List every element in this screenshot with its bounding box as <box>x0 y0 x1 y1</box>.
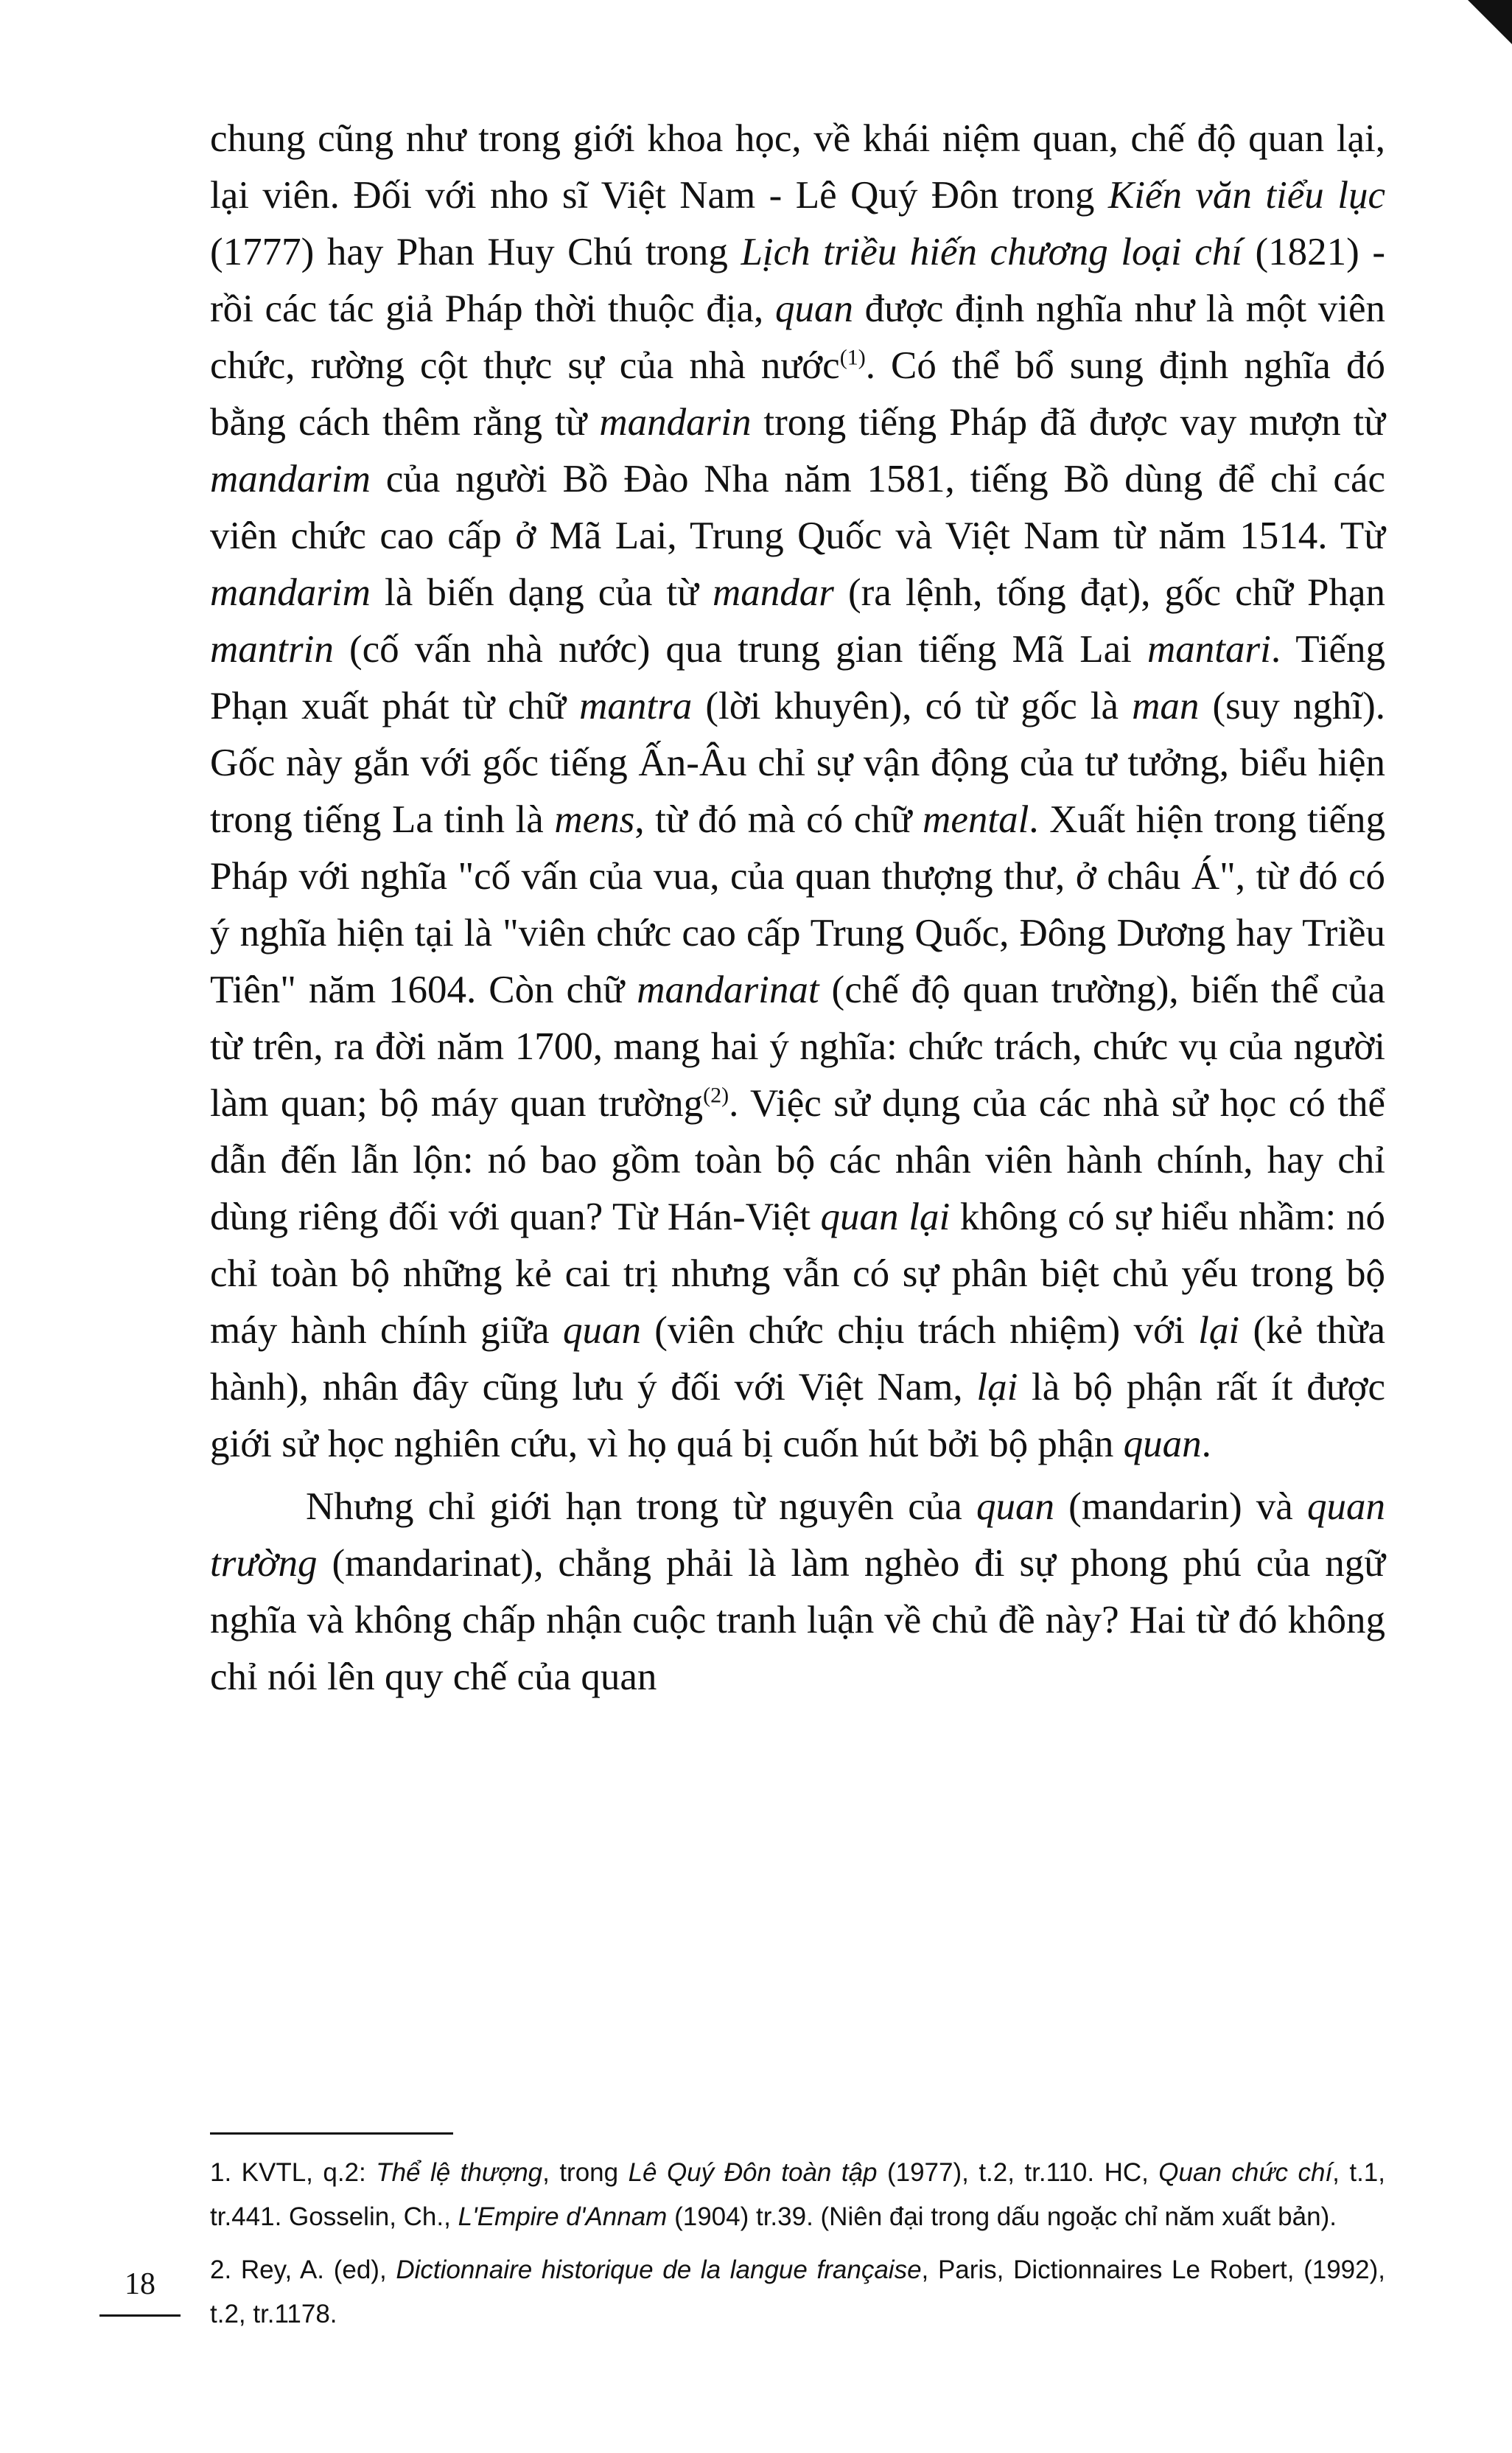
text-run: (mandarinat), chẳng phải là làm nghèo đi sự phong phú của ngữ nghĩa và không chấp nhận cuộc tranh luận về chủ đề này? Hai từ đó không chỉ nói lên quy chế của quan <box>210 1542 1385 1698</box>
text-run: . Xuất hiện trong tiếng Pháp với nghĩa "cố vấn của vua, của quan thượng thư, ở châu Á", từ đó có ý nghĩa hiện tại là "viên chức cao cấp Trung Quốc, Đông Dương hay Triều Tiên" năm 1604. Còn chữ <box>210 798 1386 1011</box>
text-run: là bộ phận rất ít được giới sử học nghiên cứu, vì họ quá bị cuốn hút bởi bộ phận <box>210 1366 1385 1465</box>
italic-text-run: mandarim <box>210 458 371 500</box>
text-run: , Paris, Dictionnaires Le Robert, (1992), t.2, tr.1178. <box>210 2255 1385 2328</box>
italic-text-run: mandarim <box>210 571 371 614</box>
text-run: (1821) - rồi các tác giả Pháp thời thuộc địa, <box>210 231 1385 330</box>
italic-text-run: quan <box>774 287 853 330</box>
text-run: trong tiếng Pháp đã được vay mượn từ <box>751 401 1385 444</box>
paragraph <box>210 111 1385 1473</box>
footnotes <box>210 2151 1385 2345</box>
footnote-reference: (1) <box>839 345 866 370</box>
body-text <box>210 111 1385 1706</box>
italic-text-run: mandar <box>712 571 834 614</box>
italic-text-run: L'Empire d'Annam <box>458 2202 668 2231</box>
text-run: là biến dạng của từ <box>370 571 713 614</box>
text-run: không có sự hiểu nhầm: nó chỉ toàn bộ những kẻ cai trị nhưng vẫn có sự phân biệt chủ yếu trong bộ máy hành chính giữa <box>210 1196 1385 1352</box>
italic-text-run: Quan chức chí <box>1158 2158 1333 2187</box>
text-run: . <box>1201 1423 1211 1465</box>
text-run: (1904) tr.39. (Niên đại trong dấu ngoặc chỉ năm xuất bản). <box>667 2202 1337 2231</box>
text-run: (suy nghĩ). Gốc này gắn với gốc tiếng Ấn-Âu chỉ sự vận động của tư tưởng, biểu hiện trong tiếng La tinh là <box>210 685 1386 841</box>
italic-text-run: Thể lệ thượng <box>376 2158 543 2187</box>
italic-text-run: lại <box>976 1366 1018 1409</box>
text-run: (kẻ thừa hành), nhân đây cũng lưu ý đối với Việt Nam, <box>210 1309 1385 1409</box>
text-run: (1777) hay Phan Huy Chú trong <box>210 231 741 273</box>
italic-text-run: quan trường <box>210 1485 1385 1585</box>
text-run: 1. KVTL, q.2: <box>210 2158 377 2187</box>
italic-text-run: mandarin <box>599 401 752 444</box>
text-run: (1977), t.2, tr.110. HC, <box>877 2158 1159 2187</box>
italic-text-run: mens <box>554 798 635 841</box>
page-number-underline <box>99 2314 181 2317</box>
text-run: được định nghĩa như là một viên chức, rường cột thực sự của nhà nước <box>210 287 1385 387</box>
text-run: Nhưng chỉ giới hạn trong từ nguyên của <box>306 1485 976 1528</box>
text-run: , t.1, tr.441. Gosselin, Ch., <box>210 2158 1385 2231</box>
text-run: (ra lệnh, tống đạt), gốc chữ Phạn <box>833 571 1385 614</box>
text-run: (lời khuyên), có từ gốc là <box>692 685 1133 727</box>
italic-text-run: Kiến văn tiểu lục <box>1107 174 1385 217</box>
italic-text-run: man <box>1132 685 1200 727</box>
text-run: . Tiếng Phạn xuất phát từ chữ <box>210 628 1385 727</box>
text-run: , trong <box>542 2158 629 2187</box>
text-run: (viên chức chịu trách nhiệm) với <box>640 1309 1199 1352</box>
text-run: (chế độ quan trường), biến thể của từ trên, ra đời năm 1700, mang hai ý nghĩa: chức trách, chức vụ của người làm quan; bộ máy quan trường <box>210 969 1386 1125</box>
text-run: . Việc sử dụng của các nhà sử học có thể dẫn đến lẫn lộn: nó bao gồm toàn bộ các nhân viên hành chính, hay chỉ dùng riêng đối với quan? Từ Hán-Việt <box>210 1082 1385 1238</box>
italic-text-run: mandarinat <box>637 969 819 1011</box>
italic-text-run: quan <box>1123 1423 1202 1465</box>
page-corner-mark <box>1468 0 1512 44</box>
italic-text-run: mantra <box>579 685 693 727</box>
text-run: , từ đó mà có chữ <box>634 798 923 841</box>
text-run: chung cũng như trong giới khoa học, về khái niệm quan, chế độ quan lại, lại viên. Đối với nho sĩ Việt Nam - Lê Quý Đôn trong <box>210 117 1385 217</box>
italic-text-run: Lê Quý Đôn toàn tập <box>628 2158 878 2187</box>
paragraph <box>210 1479 1385 1706</box>
text-run: . Có thể bổ sung định nghĩa đó bằng cách thêm rằng từ <box>210 344 1385 444</box>
page-number: 18 <box>125 2267 155 2301</box>
footnote <box>210 2151 1385 2239</box>
text-run: (mandarin) và <box>1054 1485 1307 1528</box>
italic-text-run: mantari <box>1147 628 1271 671</box>
text-run: của người Bồ Đào Nha năm 1581, tiếng Bồ dùng để chỉ các viên chức cao cấp ở Mã Lai, Trung Quốc và Việt Nam từ năm 1514. Từ <box>210 458 1385 557</box>
footnote <box>210 2248 1385 2337</box>
italic-text-run: lại <box>1198 1309 1240 1352</box>
italic-text-run: quan lại <box>820 1196 951 1238</box>
italic-text-run: quan <box>562 1309 641 1352</box>
footnote-separator <box>210 2132 453 2135</box>
italic-text-run: mental <box>923 798 1029 841</box>
italic-text-run: Dictionnaire historique de la langue française <box>396 2255 922 2284</box>
italic-text-run: mantrin <box>210 628 334 671</box>
text-run: 2. Rey, A. (ed), <box>210 2255 396 2284</box>
italic-text-run: Lịch triều hiến chương loại chí <box>741 231 1243 273</box>
italic-text-run: quan <box>976 1485 1054 1528</box>
text-run: (cố vấn nhà nước) qua trung gian tiếng Mã Lai <box>333 628 1147 671</box>
footnote-reference: (2) <box>703 1083 729 1108</box>
